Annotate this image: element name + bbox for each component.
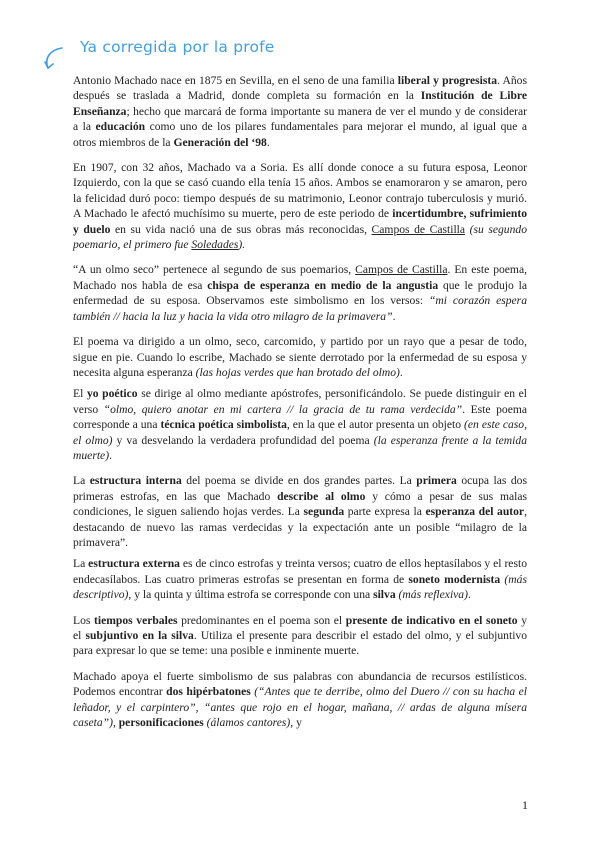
paragraph-estructura-interna <box>73 473 527 550</box>
bold-text: estructura interna <box>89 474 182 488</box>
bold-text: chispa de esperanza en medio de la angustia <box>207 278 439 292</box>
handwritten-note: Ya corregida por la profe <box>80 38 275 56</box>
text: Los <box>73 613 95 627</box>
text: , destacando de nuevo las ramas verdecidas y la expectación ante un posible “milagro de la primavera”. <box>73 505 527 549</box>
italic-text: (más reflexiva) <box>395 588 468 602</box>
underlined-title: Soledades <box>191 238 239 252</box>
text: . Años después se traslada a Madrid, donde completa su formación en la <box>73 74 527 103</box>
bold-text: yo poético <box>86 387 138 401</box>
bold-text: subjuntivo en la silva <box>85 629 194 642</box>
text: predominantes en el poema son el <box>177 613 346 627</box>
paragraph-recursos <box>73 669 527 731</box>
text: ; hecho que marcará de forma importante su manera de ver el mundo y de considerar a la <box>73 104 527 134</box>
text: . <box>399 365 403 379</box>
text: . En este poema, Machado nos habla de esa <box>73 263 527 292</box>
paragraph-yo-poetico <box>73 386 527 463</box>
text: . Este poema corresponde a una <box>73 402 528 432</box>
curved-arrow-icon <box>40 44 74 84</box>
text: , <box>112 716 119 730</box>
text: . <box>109 448 112 462</box>
text: , y la quinta y última estrofa se corresponde con una <box>128 588 374 602</box>
text: ). <box>238 238 246 252</box>
paragraph-olmo <box>73 334 527 380</box>
bold-text: presente de indicativo en el soneto <box>345 613 518 627</box>
text: El <box>73 387 87 401</box>
bold-text: Generación del ‘98 <box>173 135 267 149</box>
text: en su vida nació una de sus obras más reconocidas, <box>110 222 372 236</box>
italic-text: (su segundo poemario, el primero fue <box>73 222 527 252</box>
bold-text: estructura externa <box>88 557 180 571</box>
text: y el <box>73 613 527 642</box>
text: , y <box>290 716 302 730</box>
text: “A un olmo seco” pertenece al segundo de sus poemarios, <box>73 263 356 277</box>
italic-text: (en este caso, el olmo) <box>73 418 527 447</box>
bold-text: describe al olmo <box>277 489 366 503</box>
underlined-title: Campos de Castilla <box>355 263 448 277</box>
text: El poema va dirigido a un olmo, seco, carcomido, y partido por un rayo que a pesar de todo, sigue en pie. Cuando lo escribe, Machado se siente derrotado por la enfermedad de su esposa y necesita alguna esperanza <box>73 335 527 379</box>
bold-text: técnica poética simbolista <box>160 418 287 432</box>
text: se dirige al olmo mediante apóstrofes, personificándolo. Se puede distinguir en el verso <box>73 387 528 416</box>
paragraph-poem-intro <box>73 262 527 324</box>
bold-text: liberal y progresista <box>397 74 498 87</box>
text: . <box>266 135 270 149</box>
text: . Utiliza el presente para describir el estado del olmo, y el subjuntivo para expresar lo que se teme: una posible e inminente muerte. <box>73 629 528 658</box>
text: como uno de los pilares fundamentales para mejorar el mundo, al igual que a otros miembros de la <box>73 120 527 149</box>
text: y cómo a pesar de sus malas condiciones, le siguen saliendo hojas verdes. La <box>73 489 528 519</box>
bold-text: soneto modernista <box>408 572 501 586</box>
text: La <box>73 557 89 571</box>
bold-text: personificaciones <box>118 716 204 730</box>
document-body <box>73 73 527 736</box>
bold-text: dos hipérbatones <box>166 685 251 699</box>
italic-text: (“Antes que te derribe, olmo del Duero // con su hacha el leñador, y el carpintero”, “antes que rojo en el hogar, mañana, // ardas de alguna mísera caseta”) <box>73 685 528 730</box>
paragraph-soria <box>73 160 527 252</box>
bold-text: segunda <box>303 505 345 519</box>
paragraph-estructura-externa <box>73 556 527 602</box>
bold-text: esperanza del autor <box>425 505 525 519</box>
text: , en la que el autor presenta un objeto <box>286 418 465 432</box>
bold-text: silva <box>373 588 396 602</box>
bold-text: tiempos verbales <box>94 613 178 627</box>
bold-text: Institución de Libre Enseñanza <box>73 89 527 118</box>
text: parte expresa la <box>344 505 426 519</box>
text: Antonio Machado nace en 1875 en Sevilla, en el seno de una familia <box>73 74 398 87</box>
bold-text: educación <box>95 120 146 134</box>
underlined-title: Campos de Castilla <box>371 222 466 236</box>
page-number: 1 <box>522 798 528 812</box>
text: Machado apoya el fuerte simbolismo de sus palabras con abundancia de recursos estilísticos. Podemos encontrar <box>73 669 527 699</box>
bold-text: incertidumbre, sufrimiento y duelo <box>73 207 527 236</box>
paragraph-tiempos-verbales <box>73 613 527 659</box>
italic-text: (álamos cantores) <box>203 716 291 730</box>
italic-text: “mi corazón espera también // hacia la luz y hacia la vida otro milagro de la primavera” <box>73 294 527 323</box>
text: es de cinco estrofas y treinta versos; cuatro de ellos heptasílabos y el resto endecasílabos. Las cuatro primeras estrofas se presentan en forma de <box>73 557 527 586</box>
italic-text: (las hojas verdes que han brotado del olmo) <box>195 365 400 379</box>
text: y va desvelando la verdadera profundidad del poema <box>112 433 374 447</box>
italic-text: “olmo, quiero anotar en mi cartera // la gracia de tu rama verdecida” <box>103 402 463 416</box>
italic-text: (más descriptivo) <box>73 572 527 602</box>
text: . <box>467 588 471 602</box>
text: ocupa las dos primeras estrofas, en las que Machado <box>73 474 527 503</box>
text: del poema se divide en dos grandes partes. La <box>181 474 417 488</box>
text: En 1907, con 32 años, Machado va a Soria. Es allí donde conoce a su futura esposa, Leonor Izquierdo, con la que se casó cuando ella tenía 15 años. Ambos se enamoraron y se amaron, pero la felicidad duró poco: tiempo después de su matrimonio, Leonor contrajo tuberculosis y murió. A Machado le afectó muchísimo su muerte, pero de este periodo de <box>73 161 527 221</box>
text: que le produjo la enfermedad de su esposa. Observamos este simbolismo en los versos: <box>73 278 527 308</box>
bold-text: primera <box>416 474 457 488</box>
text: La <box>73 474 90 488</box>
paragraph-biography <box>73 73 527 150</box>
text: . <box>392 309 396 323</box>
italic-text: (la esperanza frente a la temida muerte) <box>73 433 527 462</box>
